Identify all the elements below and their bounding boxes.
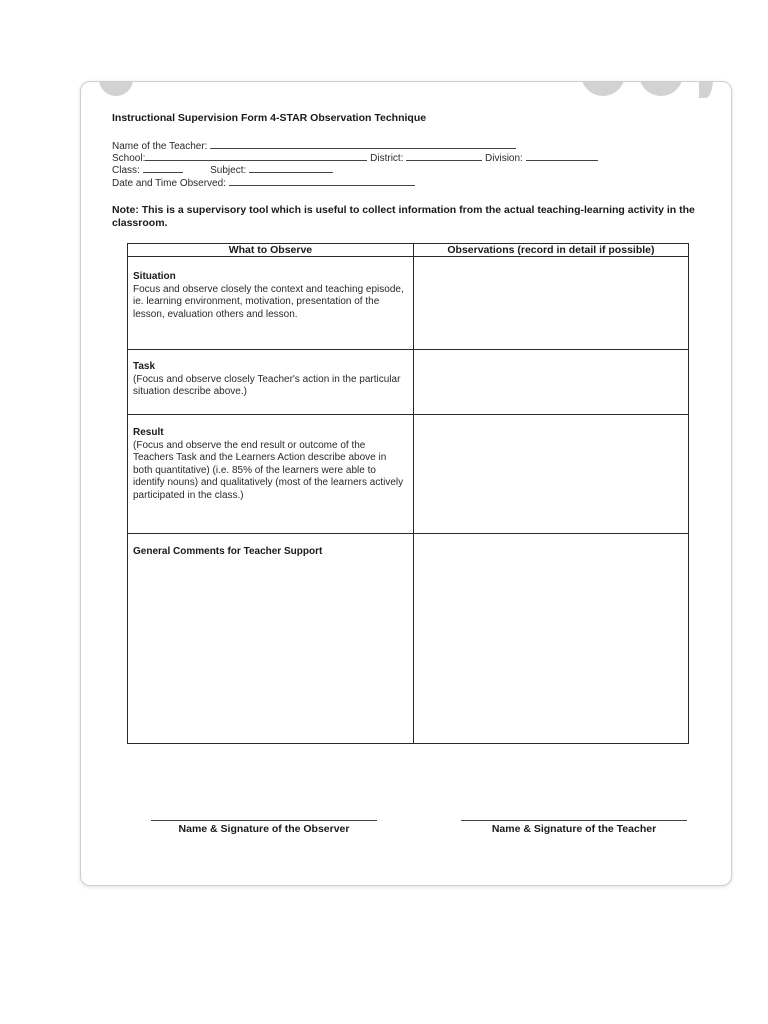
situation-text: Focus and observe closely the context and teaching episode, ie. learning environment, motivation, presentation of the lesson, evaluation others and lesson. <box>133 283 404 320</box>
subject-label: Subject: <box>210 165 247 176</box>
general-comments-title: General Comments for Teacher Support <box>133 546 323 557</box>
situation-title: Situation <box>133 271 176 282</box>
result-title: Result <box>133 427 164 438</box>
table-row-task <box>128 350 689 415</box>
result-cell <box>128 415 414 534</box>
column-header-what-to-observe: What to Observe <box>128 244 414 257</box>
teacher-signature-line[interactable]: Name & Signature of the Teacher <box>461 820 687 835</box>
school-label: School: <box>112 153 146 164</box>
general-comments-observation-cell[interactable] <box>413 534 688 744</box>
division-label: Division: <box>485 153 523 164</box>
decorative-circle <box>581 81 625 96</box>
class-row <box>112 163 333 177</box>
situation-observation-cell[interactable] <box>413 257 688 350</box>
task-text: (Focus and observe closely Teacher's action in the particular situation describe above.) <box>133 373 401 397</box>
district-label: District: <box>370 153 404 164</box>
table-row-general-comments <box>128 534 689 744</box>
class-label: Class: <box>112 165 140 176</box>
result-observation-cell[interactable] <box>413 415 688 534</box>
task-cell <box>128 350 414 415</box>
subject-blank[interactable] <box>249 163 333 173</box>
teacher-blank[interactable] <box>210 139 516 149</box>
decorative-circle <box>699 81 713 98</box>
result-text: (Focus and observe the end result or outcome of the Teachers Task and the Learners Action describe above in both quantitative) (i.e. 85% of the learners were able to identify nouns) and qualitatively (most of the learners actively participated in the class.) <box>133 439 404 501</box>
observer-signature-line[interactable]: Name & Signature of the Observer <box>151 820 377 835</box>
date-row <box>112 176 415 190</box>
decorative-circle <box>639 81 683 96</box>
form-card <box>80 81 732 886</box>
table-row-situation <box>128 257 689 350</box>
situation-cell <box>128 257 414 350</box>
form-title: Instructional Supervision Form 4-STAR Observation Technique <box>112 112 427 124</box>
task-observation-cell[interactable] <box>413 350 688 415</box>
decorative-circle <box>99 81 133 96</box>
class-blank[interactable] <box>143 163 183 173</box>
date-blank[interactable] <box>229 176 415 186</box>
division-blank[interactable] <box>526 151 598 161</box>
table-row-result <box>128 415 689 534</box>
column-header-observations: Observations (record in detail if possible) <box>413 244 688 257</box>
school-blank[interactable] <box>145 151 367 161</box>
date-label: Date and Time Observed: <box>112 178 226 189</box>
general-comments-cell <box>128 534 414 744</box>
teacher-label: Name of the Teacher: <box>112 141 208 152</box>
task-title: Task <box>133 361 156 372</box>
observation-table <box>127 243 689 744</box>
note-text: Note: This is a supervisory tool which is useful to collect information from the actual teaching-learning activity in the classroom. <box>112 204 695 229</box>
district-blank[interactable] <box>406 151 482 161</box>
